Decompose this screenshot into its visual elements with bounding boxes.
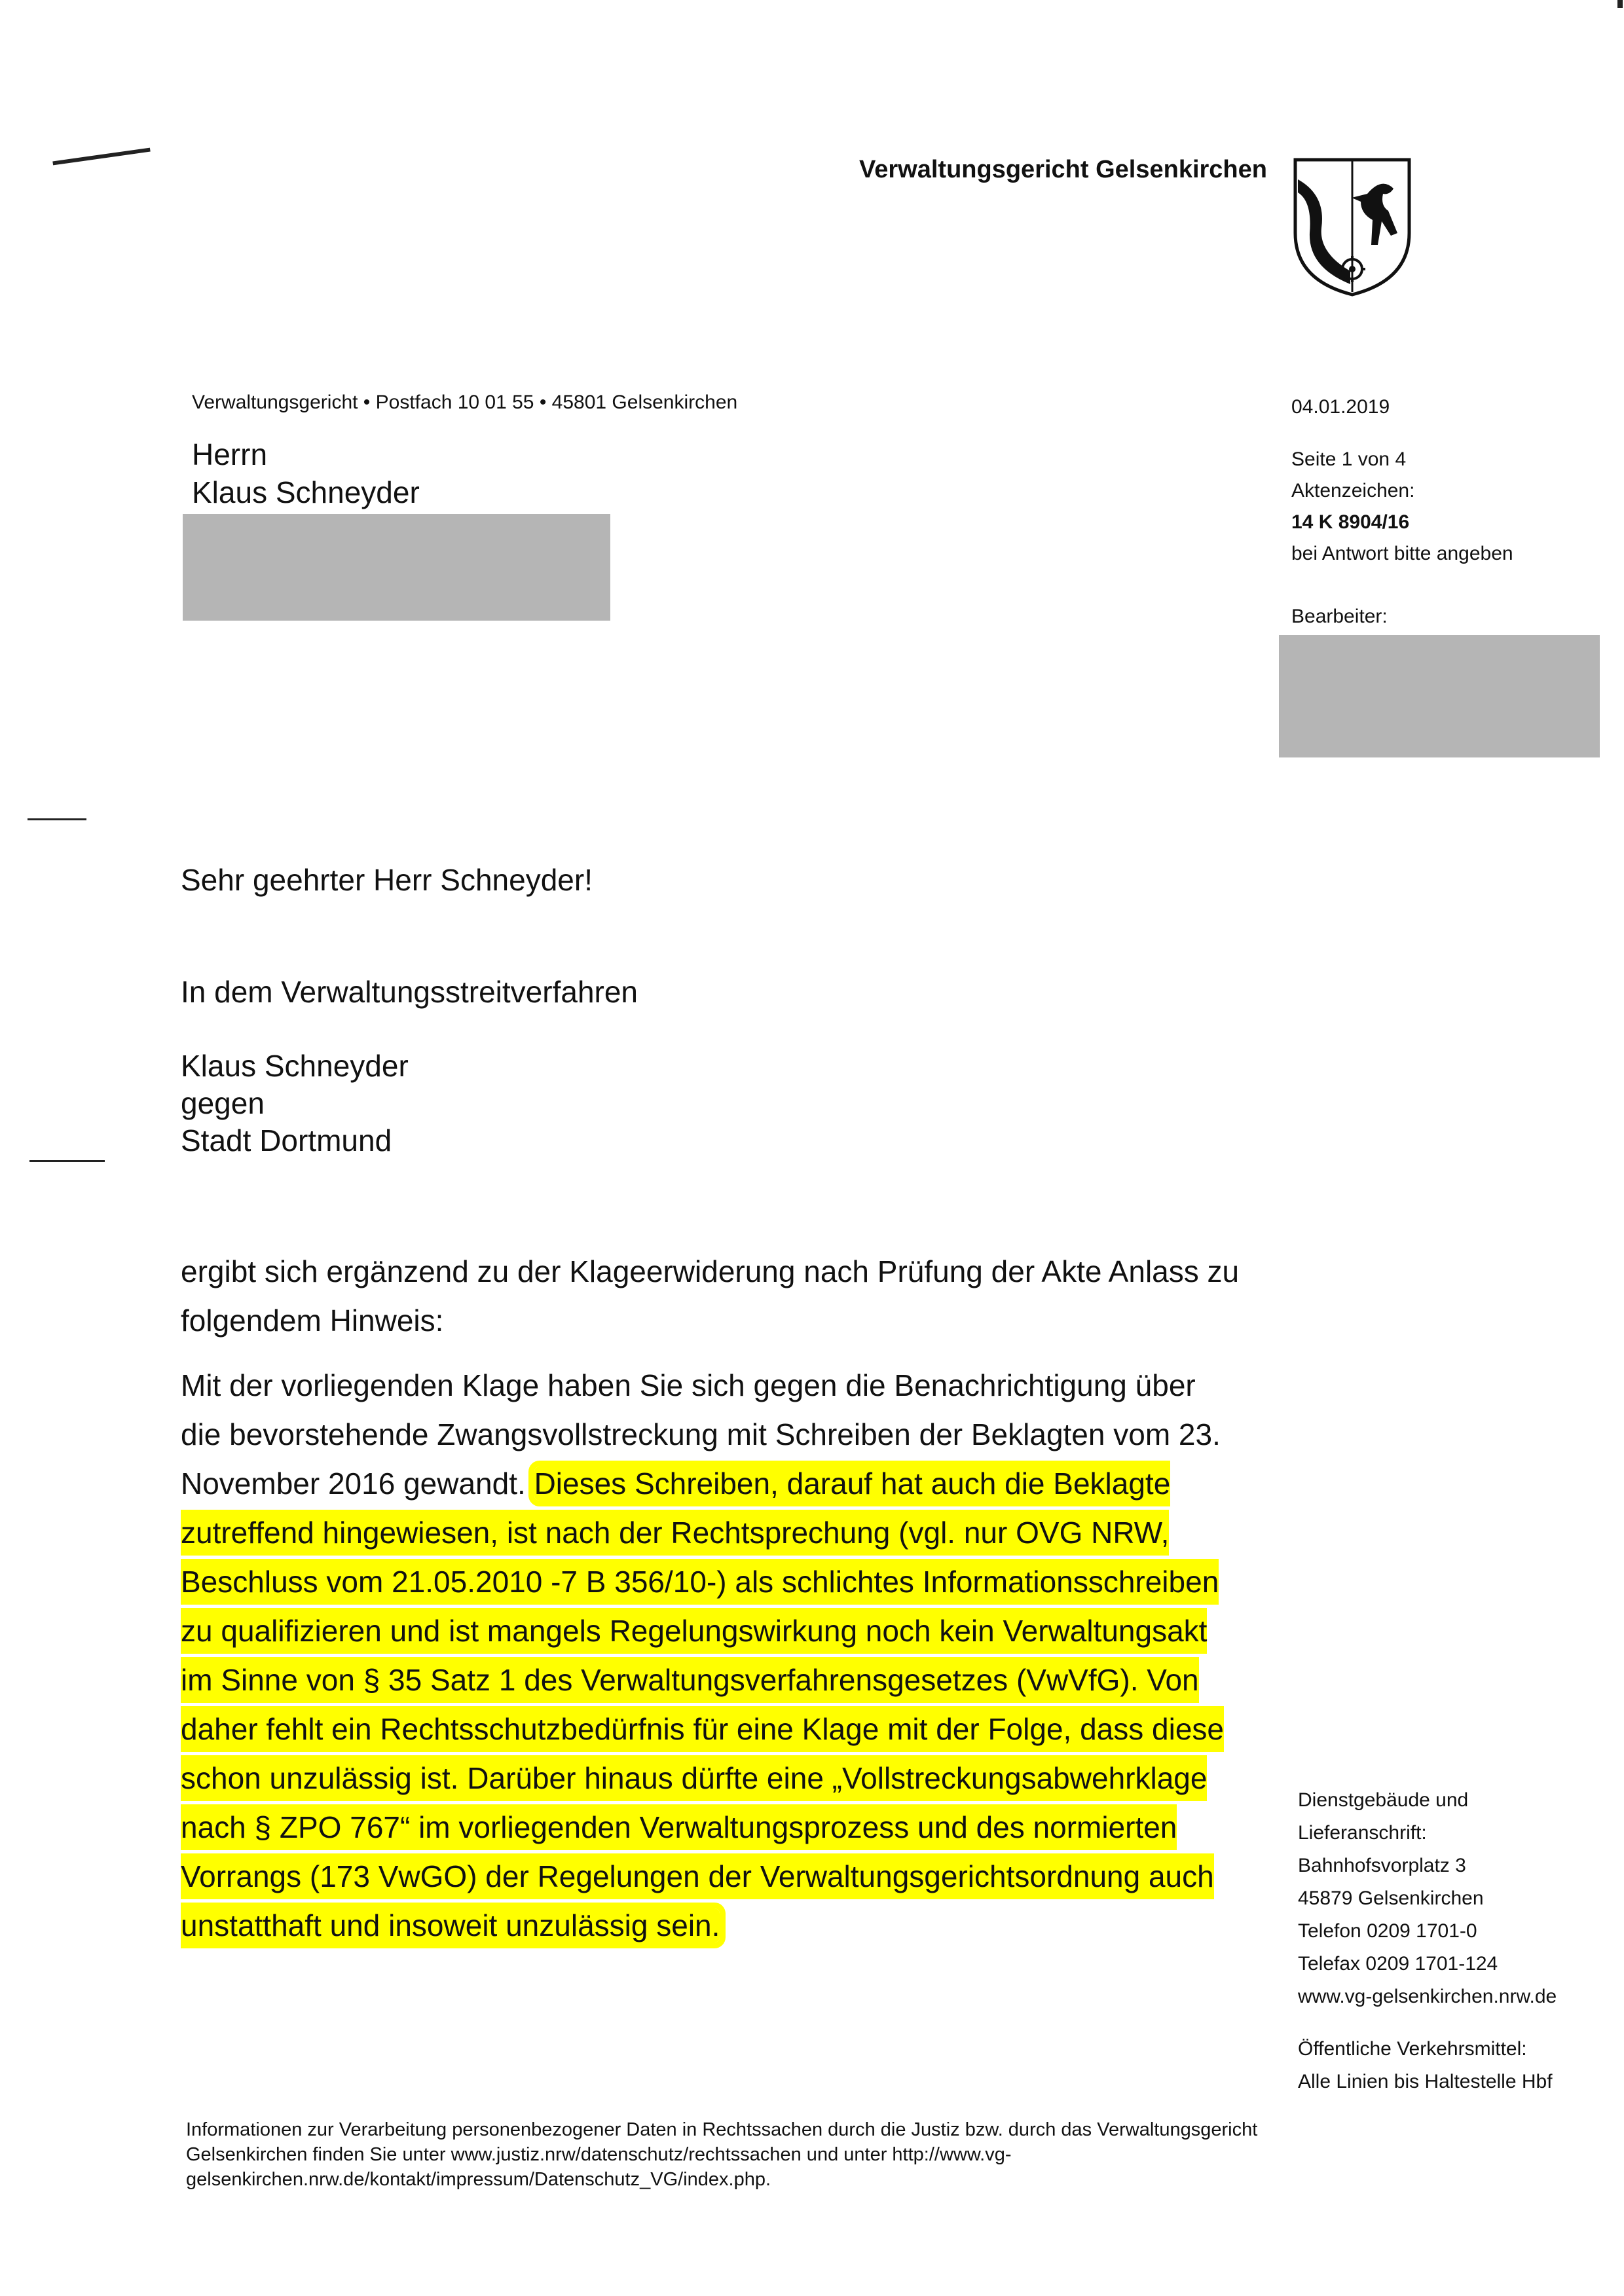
recipient-salutation-line: Herrn — [192, 437, 268, 471]
privacy-footer-note: Informationen zur Verarbeitung personenbezogener Daten in Rechtssachen durch die Justiz bzw. durch das Verwaltungsgericht Gelsenkirchen finden Sie unter www.justiz.nrw/datenschutz/rechtssachen und unter http://www.vg-gelsenkirchen.nrw.de/kontakt/impressum/Datenschutz_VG/index.php. — [186, 2119, 1258, 2190]
file-reference-number: 14 K 8904/16 — [1291, 511, 1410, 533]
office-address-line1: Dienstgebäude und — [1298, 1789, 1469, 1811]
office-website: www.vg-gelsenkirchen.nrw.de — [1298, 1986, 1557, 2007]
coat-of-arms-icon — [1290, 155, 1414, 299]
fold-mark-middle — [29, 1160, 105, 1162]
transit-info: Alle Linien bis Haltestelle Hbf — [1298, 2071, 1553, 2092]
file-reference-note: bei Antwort bitte angeben — [1291, 543, 1513, 564]
redacted-recipient-address — [183, 514, 610, 621]
return-address-line: Verwaltungsgericht • Postfach 10 01 55 • 45801 Gelsenkirchen — [192, 392, 738, 413]
office-street: Bahnhofsvorplatz 3 — [1298, 1855, 1466, 1876]
office-fax: Telefax 0209 1701-124 — [1298, 1953, 1498, 1975]
letter-salutation: Sehr geehrter Herr Schneyder! — [181, 863, 593, 897]
party-versus: gegen — [181, 1086, 265, 1120]
body-paragraph-2-plain: Mit der vorliegenden Klage haben Sie sich gegen die Benachrichtigung über die bevorstehende Zwangsvollstreckung mit Schreiben der Beklagten vom 23. November 2016 gewandt. — [181, 1368, 1221, 1501]
clerk-label: Bearbeiter: — [1291, 606, 1388, 627]
page-corner-mark — [1617, 0, 1623, 8]
body-paragraph-1: ergibt sich ergänzend zu der Klageerwiderung nach Prüfung der Akte Anlass zu folgendem Hinweis: — [181, 1254, 1240, 1338]
party-plaintiff: Klaus Schneyder — [181, 1049, 409, 1083]
pen-stroke-mark — [52, 148, 150, 166]
office-city: 45879 Gelsenkirchen — [1298, 1887, 1484, 1909]
body-paragraph-2 — [181, 1361, 1242, 1950]
case-intro: In dem Verwaltungsstreitverfahren — [181, 975, 638, 1009]
fold-mark-top — [28, 818, 86, 820]
letter-body — [181, 1247, 1242, 1950]
reference-block — [1291, 392, 1513, 632]
page-indicator: Seite 1 von 4 — [1291, 448, 1407, 470]
highlighted-passage: Dieses Schreiben, darauf hat auch die Beklagte zutreffend hingewiesen, ist nach der Rechtsprechung (vgl. nur OVG NRW, Beschluss vom 21.05.2010 -7 B 356/10-) als schlichtes Informationsschreiben zu qualifizieren und ist mangels Regelungswirkung noch kein Verwaltungsakt im Sinne von § 35 Satz 1 des Verwaltungsverfahrensgesetzes (VwVfG). Von daher fehlt ein Rechtsschutzbedürfnis für eine Klage mit der Folge, dass diese schon unzulässig ist. Darüber hinaus dürfte eine „Vollstreckungsabwehrklage nach § ZPO 767“ im vorliegenden Verwaltungsprozess und des normierten Vorrangs (173 VwGO) der Regelungen der Verwaltungsgerichtsordnung auch unstatthaft und insoweit unzulässig sein. — [181, 1467, 1224, 1942]
letter-date: 04.01.2019 — [1291, 396, 1390, 418]
redacted-clerk-details — [1279, 635, 1600, 757]
case-parties — [181, 1048, 409, 1159]
file-reference-label: Aktenzeichen: — [1291, 480, 1415, 501]
office-address-line2: Lieferanschrift: — [1298, 1822, 1427, 1844]
recipient-name: Klaus Schneyder — [192, 475, 420, 509]
office-address-block — [1298, 1784, 1557, 2098]
transit-label: Öffentliche Verkehrsmittel: — [1298, 2038, 1527, 2060]
recipient-address — [192, 435, 420, 511]
court-name: Verwaltungsgericht Gelsenkirchen — [859, 156, 1267, 183]
party-defendant: Stadt Dortmund — [181, 1123, 392, 1157]
office-phone: Telefon 0209 1701-0 — [1298, 1920, 1477, 1942]
